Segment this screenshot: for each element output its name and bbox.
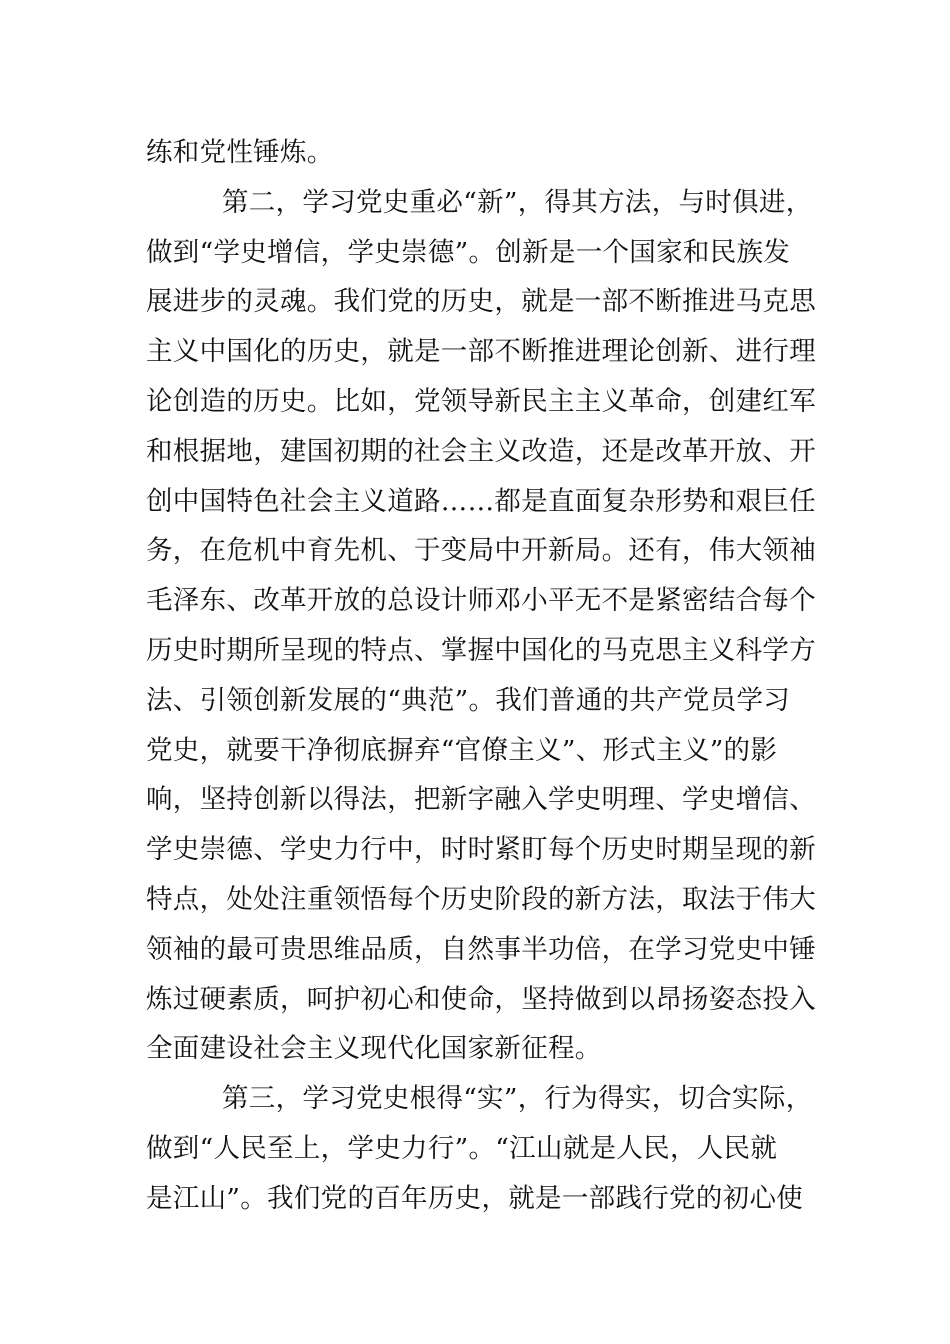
text-line: 特点，处处注重领悟每个历史阶段的新方法，取法于伟大 bbox=[146, 883, 816, 915]
text-line: 历史时期所呈现的特点、掌握中国化的马克思主义科学方 bbox=[146, 634, 816, 666]
text-line: 论创造的历史。比如，党领导新民主主义革命，创建红军 bbox=[146, 385, 816, 417]
body-text bbox=[146, 128, 816, 1224]
text-line: 和根据地，建国初期的社会主义改造，还是改革开放、开 bbox=[146, 435, 816, 467]
text-line: 是江山”。我们党的百年历史，就是一部践行党的初心使 bbox=[146, 1182, 804, 1214]
text-line: 学史崇德、学史力行中，时时紧盯每个历史时期呈现的新 bbox=[146, 834, 816, 866]
text-line: 法、引领创新发展的“典范”。我们普通的共产党员学习 bbox=[146, 684, 791, 716]
text-line: 领袖的最可贵思维品质，自然事半功倍，在学习党史中锤 bbox=[146, 933, 816, 965]
text-line: 响，坚持创新以得法，把新字融入学史明理、学史增信、 bbox=[146, 784, 816, 816]
text-line: 创中国特色社会主义道路……都是直面复杂形势和艰巨任 bbox=[146, 485, 816, 517]
paragraph-start-line: 第三，学习党史根得“实”，行为得实，切合实际， bbox=[222, 1083, 813, 1115]
text-line: 练和党性锤炼。 bbox=[146, 137, 334, 168]
text-line: 全面建设社会主义现代化国家新征程。 bbox=[146, 1033, 602, 1065]
text-line: 炼过硬素质，呵护初心和使命，坚持做到以昂扬姿态投入 bbox=[146, 983, 816, 1015]
text-line: 展进步的灵魂。我们党的历史，就是一部不断推进马克思 bbox=[146, 286, 816, 318]
text-line: 务，在危机中育先机、于变局中开新局。还有，伟大领袖 bbox=[146, 535, 816, 567]
text-line: 做到“人民至上，学史力行”。“江山就是人民，人民就 bbox=[146, 1132, 778, 1164]
text-line: 主义中国化的历史，就是一部不断推进理论创新、进行理 bbox=[146, 336, 816, 368]
text-line: 党史，就要干净彻底摒弃“官僚主义”、形式主义”的影 bbox=[146, 734, 778, 766]
text-line: 毛泽东、改革开放的总设计师邓小平无不是紧密结合每个 bbox=[146, 585, 816, 617]
text-line: 做到“学史增信，学史崇德”。创新是一个国家和民族发 bbox=[146, 236, 791, 268]
paragraph-start-line: 第二，学习党史重必“新”，得其方法，与时俱进， bbox=[222, 186, 813, 218]
